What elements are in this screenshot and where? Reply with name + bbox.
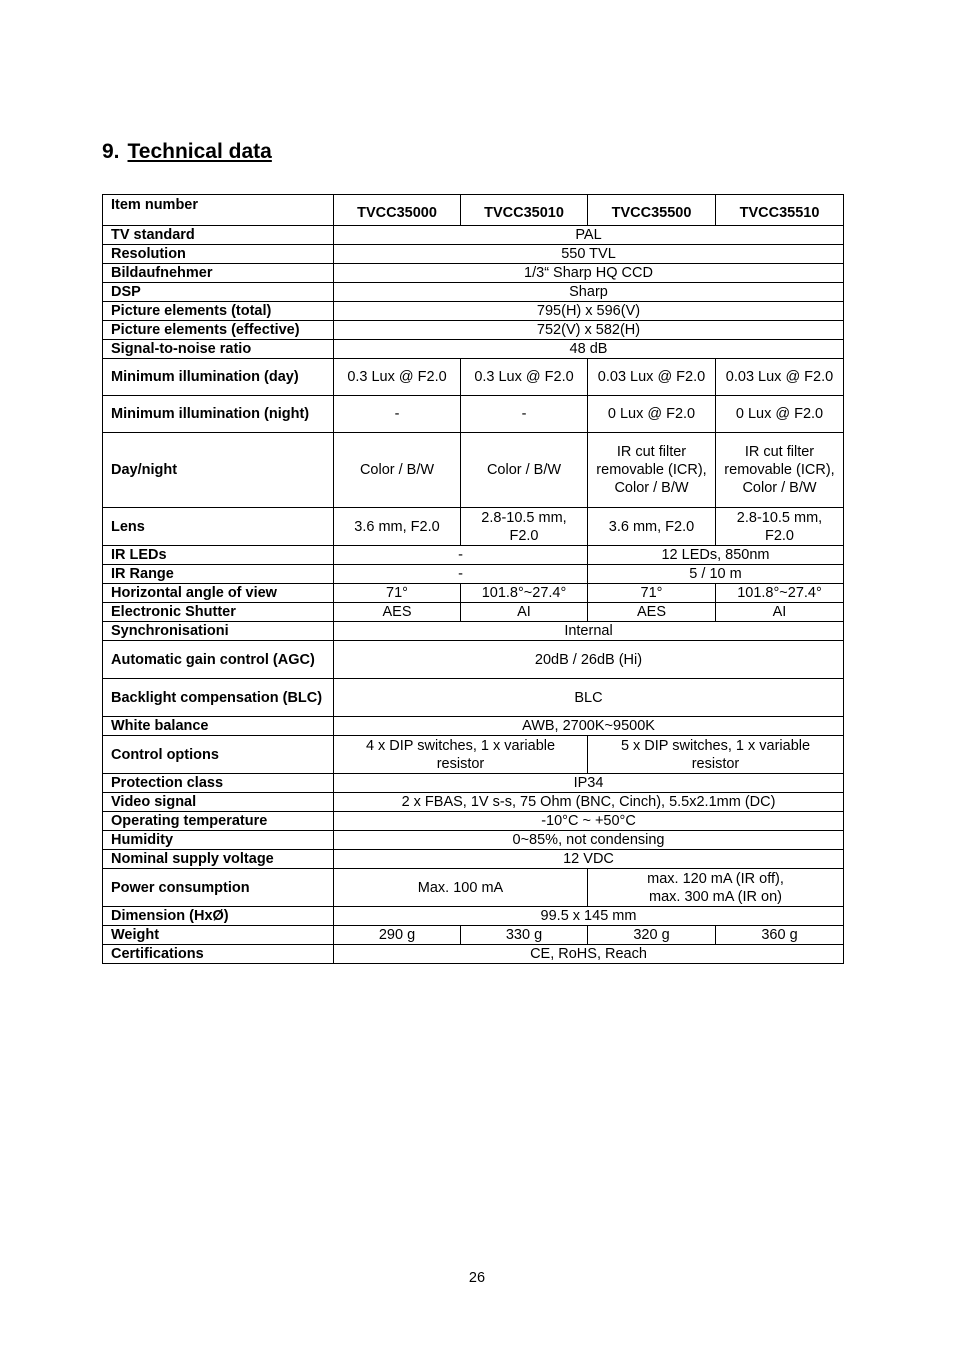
spec-value: Sharp — [334, 283, 844, 302]
spec-label: Day/night — [103, 433, 334, 508]
table-row — [103, 546, 844, 565]
spec-value: 0 Lux @ F2.0 — [588, 396, 716, 433]
header-label: Item number — [103, 195, 334, 226]
spec-label: Signal-to-noise ratio — [103, 340, 334, 359]
spec-value: 1/3“ Sharp HQ CCD — [334, 264, 844, 283]
table-row — [103, 907, 844, 926]
spec-label: Horizontal angle of view — [103, 584, 334, 603]
spec-value: - — [334, 396, 461, 433]
spec-value: AI — [716, 603, 844, 622]
table-row — [103, 340, 844, 359]
spec-value: 20dB / 26dB (Hi) — [334, 641, 844, 679]
spec-value: 0.3 Lux @ F2.0 — [334, 359, 461, 396]
table-row — [103, 641, 844, 679]
table-row — [103, 283, 844, 302]
spec-value: 71° — [588, 584, 716, 603]
spec-label: Picture elements (effective) — [103, 321, 334, 340]
spec-value: CE, RoHS, Reach — [334, 945, 844, 964]
spec-value: Color / B/W — [461, 433, 588, 508]
spec-value: 290 g — [334, 926, 461, 945]
spec-label: Weight — [103, 926, 334, 945]
table-row — [103, 359, 844, 396]
spec-value: 0 Lux @ F2.0 — [716, 396, 844, 433]
table-row — [103, 812, 844, 831]
section-heading — [102, 140, 272, 164]
model-header: TVCC35510 — [716, 195, 844, 226]
table-row — [103, 508, 844, 546]
spec-value: AES — [334, 603, 461, 622]
spec-value: 5 x DIP switches, 1 x variable resistor — [588, 736, 844, 774]
spec-label: IR Range — [103, 565, 334, 584]
spec-value: 320 g — [588, 926, 716, 945]
spec-value: 330 g — [461, 926, 588, 945]
spec-value: Internal — [334, 622, 844, 641]
table-row — [103, 926, 844, 945]
table-row — [103, 736, 844, 774]
spec-label: Picture elements (total) — [103, 302, 334, 321]
spec-value: max. 120 mA (IR off), max. 300 mA (IR on) — [588, 869, 844, 907]
table-row — [103, 679, 844, 717]
table-row — [103, 302, 844, 321]
spec-value: 5 / 10 m — [588, 565, 844, 584]
spec-value: IP34 — [334, 774, 844, 793]
spec-value: 360 g — [716, 926, 844, 945]
spec-label: Automatic gain control (AGC) — [103, 641, 334, 679]
header-row — [103, 195, 844, 226]
spec-label: Electronic Shutter — [103, 603, 334, 622]
spec-value: 12 VDC — [334, 850, 844, 869]
spec-value: AES — [588, 603, 716, 622]
spec-label: Bildaufnehmer — [103, 264, 334, 283]
spec-value: -10°C ~ +50°C — [334, 812, 844, 831]
spec-value: 0.3 Lux @ F2.0 — [461, 359, 588, 396]
spec-label: DSP — [103, 283, 334, 302]
table-row — [103, 245, 844, 264]
spec-value: 2.8-10.5 mm, F2.0 — [461, 508, 588, 546]
spec-value: 4 x DIP switches, 1 x variable resistor — [334, 736, 588, 774]
spec-value: 0.03 Lux @ F2.0 — [716, 359, 844, 396]
spec-value: AWB, 2700K~9500K — [334, 717, 844, 736]
spec-value: BLC — [334, 679, 844, 717]
spec-label: Certifications — [103, 945, 334, 964]
table-row — [103, 565, 844, 584]
spec-label: Resolution — [103, 245, 334, 264]
spec-value: 2 x FBAS, 1V s-s, 75 Ohm (BNC, Cinch), 5.5x2.1mm (DC) — [334, 793, 844, 812]
section-title: Technical data — [127, 140, 272, 163]
spec-value: - — [334, 565, 588, 584]
spec-label: White balance — [103, 717, 334, 736]
model-header: TVCC35500 — [588, 195, 716, 226]
spec-value: 795(H) x 596(V) — [334, 302, 844, 321]
spec-value: 12 LEDs, 850nm — [588, 546, 844, 565]
table-row — [103, 793, 844, 812]
spec-label: IR LEDs — [103, 546, 334, 565]
table-row — [103, 622, 844, 641]
spec-label: Nominal supply voltage — [103, 850, 334, 869]
spec-value: 752(V) x 582(H) — [334, 321, 844, 340]
model-header: TVCC35010 — [461, 195, 588, 226]
table-row — [103, 831, 844, 850]
page-number: 26 — [468, 1270, 486, 1286]
table-row — [103, 850, 844, 869]
spec-value: IR cut filter removable (ICR), Color / B/W — [588, 433, 716, 508]
table-row — [103, 774, 844, 793]
spec-value: 3.6 mm, F2.0 — [588, 508, 716, 546]
spec-value: 0.03 Lux @ F2.0 — [588, 359, 716, 396]
technical-data-table — [102, 194, 844, 964]
spec-value: AI — [461, 603, 588, 622]
spec-label: Power consumption — [103, 869, 334, 907]
table-row — [103, 869, 844, 907]
spec-label: Video signal — [103, 793, 334, 812]
spec-value: 2.8-10.5 mm, F2.0 — [716, 508, 844, 546]
technical-data-body — [103, 195, 844, 964]
table-row — [103, 396, 844, 433]
spec-label: Operating temperature — [103, 812, 334, 831]
table-row — [103, 264, 844, 283]
spec-label: Humidity — [103, 831, 334, 850]
table-row — [103, 433, 844, 508]
spec-label: Dimension (HxØ) — [103, 907, 334, 926]
spec-value: 48 dB — [334, 340, 844, 359]
spec-label: TV standard — [103, 226, 334, 245]
spec-label: Synchronisationi — [103, 622, 334, 641]
spec-value: - — [461, 396, 588, 433]
spec-label: Backlight compensation (BLC) — [103, 679, 334, 717]
spec-label: Protection class — [103, 774, 334, 793]
section-number: 9. — [102, 140, 120, 163]
spec-value: 99.5 x 145 mm — [334, 907, 844, 926]
spec-label: Control options — [103, 736, 334, 774]
spec-value: Color / B/W — [334, 433, 461, 508]
table-row — [103, 584, 844, 603]
spec-value: 101.8°~27.4° — [461, 584, 588, 603]
spec-value: IR cut filter removable (ICR), Color / B/W — [716, 433, 844, 508]
spec-label: Lens — [103, 508, 334, 546]
spec-value: 0~85%, not condensing — [334, 831, 844, 850]
spec-label: Minimum illumination (day) — [103, 359, 334, 396]
spec-value: 101.8°~27.4° — [716, 584, 844, 603]
spec-value: Max. 100 mA — [334, 869, 588, 907]
spec-value: 3.6 mm, F2.0 — [334, 508, 461, 546]
spec-value: PAL — [334, 226, 844, 245]
table-row — [103, 226, 844, 245]
table-row — [103, 945, 844, 964]
spec-value: - — [334, 546, 588, 565]
table-row — [103, 603, 844, 622]
table-row — [103, 717, 844, 736]
model-header: TVCC35000 — [334, 195, 461, 226]
table-row — [103, 321, 844, 340]
spec-value: 71° — [334, 584, 461, 603]
spec-label: Minimum illumination (night) — [103, 396, 334, 433]
spec-value: 550 TVL — [334, 245, 844, 264]
